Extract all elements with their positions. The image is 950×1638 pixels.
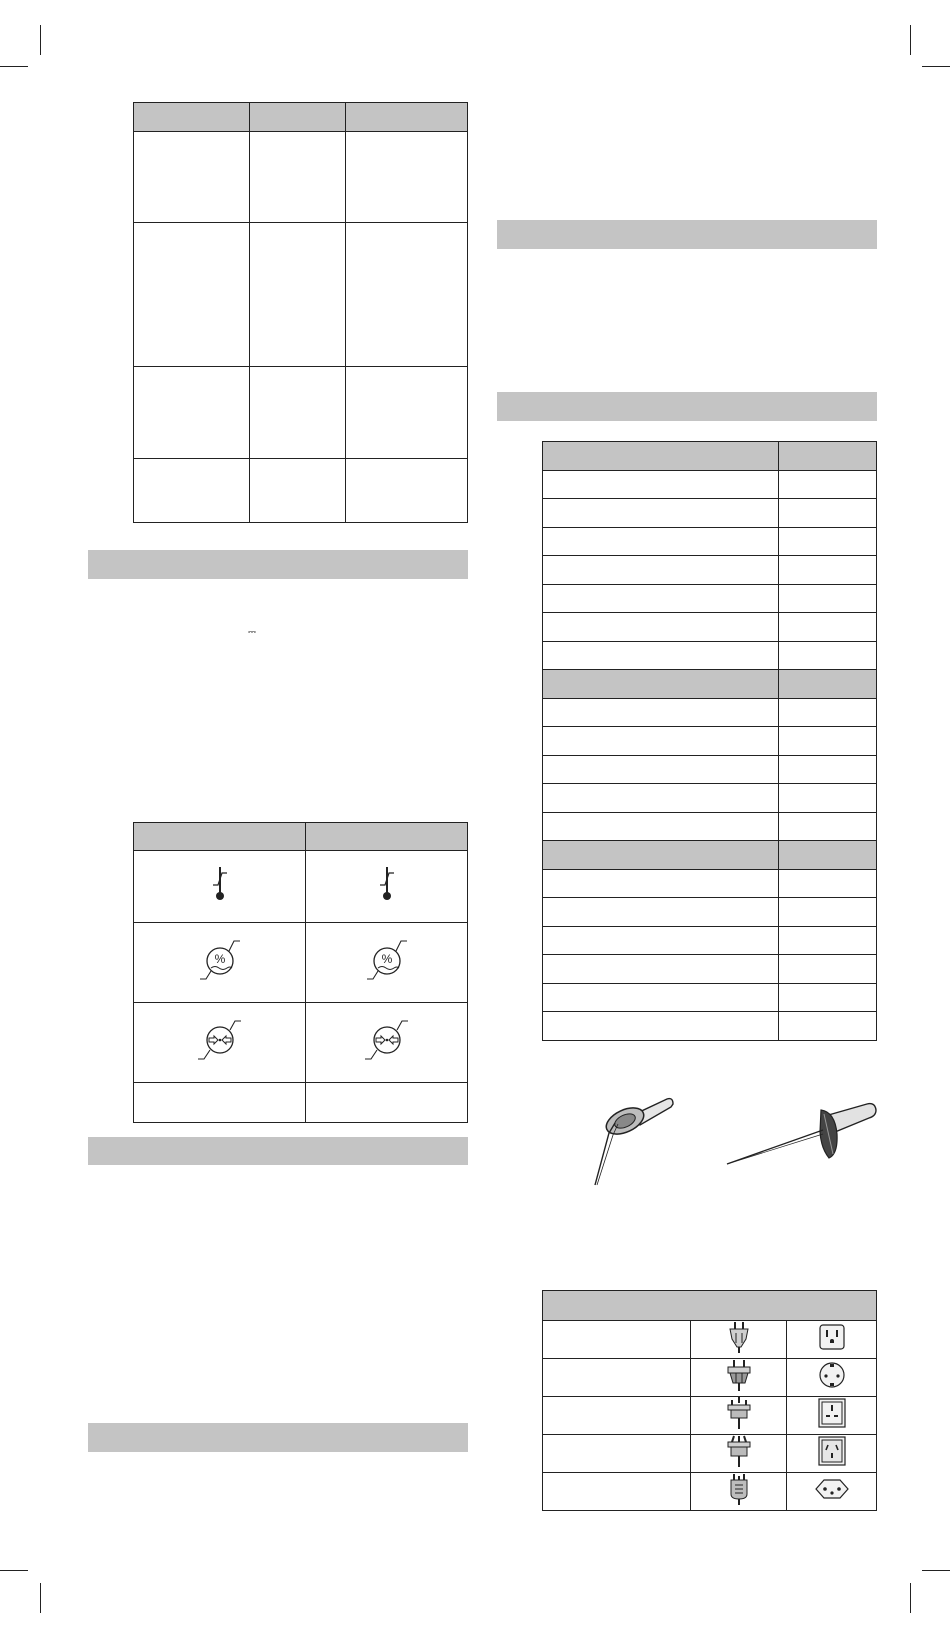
table-row [543,556,877,585]
table-row [543,442,877,471]
table-row [543,784,877,813]
socket-type-g-icon [818,1398,846,1428]
crop-mark [40,25,41,55]
plug-type-j-icon [727,1473,751,1505]
table-row [543,756,877,784]
pressure-limit-icon [362,1015,412,1065]
table-row [134,132,468,223]
table-row [543,727,877,756]
svg-text:%: % [381,952,392,966]
plug-types-table [542,1290,877,1511]
table-row [543,1291,877,1321]
plug-type-i-icon [725,1435,753,1467]
table-row [543,841,877,870]
crop-mark [40,1583,41,1613]
humidity-limit-icon [198,935,242,985]
table-row [543,499,877,528]
table-row [543,813,877,841]
crop-mark [910,25,911,55]
specifications-table [133,102,468,523]
table-row [134,823,468,851]
table-row [543,699,877,727]
section-heading-bar [497,392,877,421]
crop-mark [0,66,28,67]
humidity-limit-icon [365,935,409,985]
table-row [543,955,877,984]
crop-mark [0,1570,28,1571]
plug-type-g-icon [725,1397,753,1429]
temperature-limit-icon [372,863,402,905]
temperature-limit-icon [205,863,235,905]
table-row [543,585,877,613]
svg-text:%: % [214,952,225,966]
table-row [543,471,877,499]
section-heading-bar [88,550,468,579]
plug-type-a-icon [727,1321,751,1353]
table-row [134,1003,468,1083]
table-row [543,1473,877,1511]
table-row [134,1083,468,1123]
section-heading-bar [88,1423,468,1452]
table-row [134,103,468,132]
table-row [543,528,877,556]
table-row [543,642,877,670]
crop-mark [922,1570,950,1571]
table-row [134,459,468,523]
crop-mark [910,1583,911,1613]
section-heading-bar [497,220,877,249]
probe-tool-illustration [585,1093,675,1188]
table-row [543,1397,877,1435]
table-row [543,1012,877,1041]
section-heading-bar [88,1137,468,1165]
table-row [543,927,877,955]
socket-type-b-icon [819,1324,845,1350]
table-row [543,870,877,898]
table-row [134,367,468,459]
dc-symbol: ⎓ [248,627,256,638]
table-row [134,851,468,923]
table-row [543,670,877,699]
socket-type-f-icon [818,1361,846,1389]
table-row [134,223,468,367]
table-row [543,1435,877,1473]
plug-type-c-icon [725,1359,753,1391]
socket-type-j-icon [814,1478,850,1500]
table-row [543,984,877,1012]
environmental-limits-table [133,822,468,1123]
table-row [543,1321,877,1359]
socket-type-i-icon [818,1436,846,1466]
accessories-table [542,441,877,1041]
table-row [543,898,877,927]
crop-mark [922,66,950,67]
table-row [543,613,877,642]
table-row [543,1359,877,1397]
pressure-limit-icon [195,1015,245,1065]
table-row [134,923,468,1003]
needle-tool-illustration [725,1098,877,1170]
